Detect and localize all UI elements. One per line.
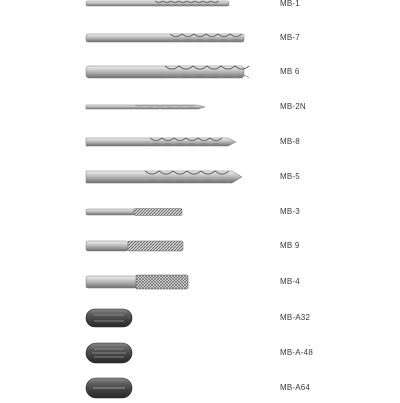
- medium-knurled-bit-icon: [80, 231, 260, 261]
- bit-row: [0, 92, 400, 122]
- bit-code-label: MB-7: [280, 33, 300, 42]
- bit-row: [0, 338, 400, 368]
- bit-code-label: MB-5: [280, 172, 300, 181]
- bit-row: [0, 162, 400, 192]
- barrel-drum-bit-icon: [80, 303, 260, 333]
- thin-pointed-bit-icon: [80, 92, 260, 122]
- bit-row: [0, 0, 400, 19]
- bit-code-label: MB 6: [280, 67, 300, 76]
- bit-row: [0, 127, 400, 157]
- bit-code-label: MB-2N: [280, 102, 306, 111]
- bit-code-label: MB-3: [280, 207, 300, 216]
- bit-code-label: MB-4: [280, 277, 300, 286]
- barrel-drum-large-bit-icon: [80, 373, 260, 403]
- long-spiral-bit-icon: [80, 23, 260, 53]
- bit-row: [0, 57, 400, 87]
- bit-code-label: MB-A32: [280, 313, 311, 322]
- spiral-pointed-bit-icon: [80, 127, 260, 157]
- bit-code-label: MB-1: [280, 0, 300, 8]
- bit-row: [0, 267, 400, 297]
- bit-code-label: MB-A-48: [280, 348, 313, 357]
- barrel-drum-grooved-bit-icon: [80, 338, 260, 368]
- thick-spiral-pointed-bit-icon: [80, 162, 260, 192]
- bit-code-label: MB 9: [280, 241, 300, 250]
- long-fine-spiral-bit-icon: [80, 0, 260, 19]
- long-thick-spiral-bit-icon: [80, 57, 260, 87]
- bit-row: [0, 197, 400, 227]
- bit-row: [0, 231, 400, 261]
- short-knurled-bit-icon: [80, 197, 260, 227]
- crosscut-bit-icon: [80, 267, 260, 297]
- bit-row: [0, 373, 400, 403]
- bit-row: [0, 303, 400, 333]
- bit-code-label: MB-A64: [280, 383, 311, 392]
- bit-row: [0, 23, 400, 53]
- bit-code-label: MB-8: [280, 137, 300, 146]
